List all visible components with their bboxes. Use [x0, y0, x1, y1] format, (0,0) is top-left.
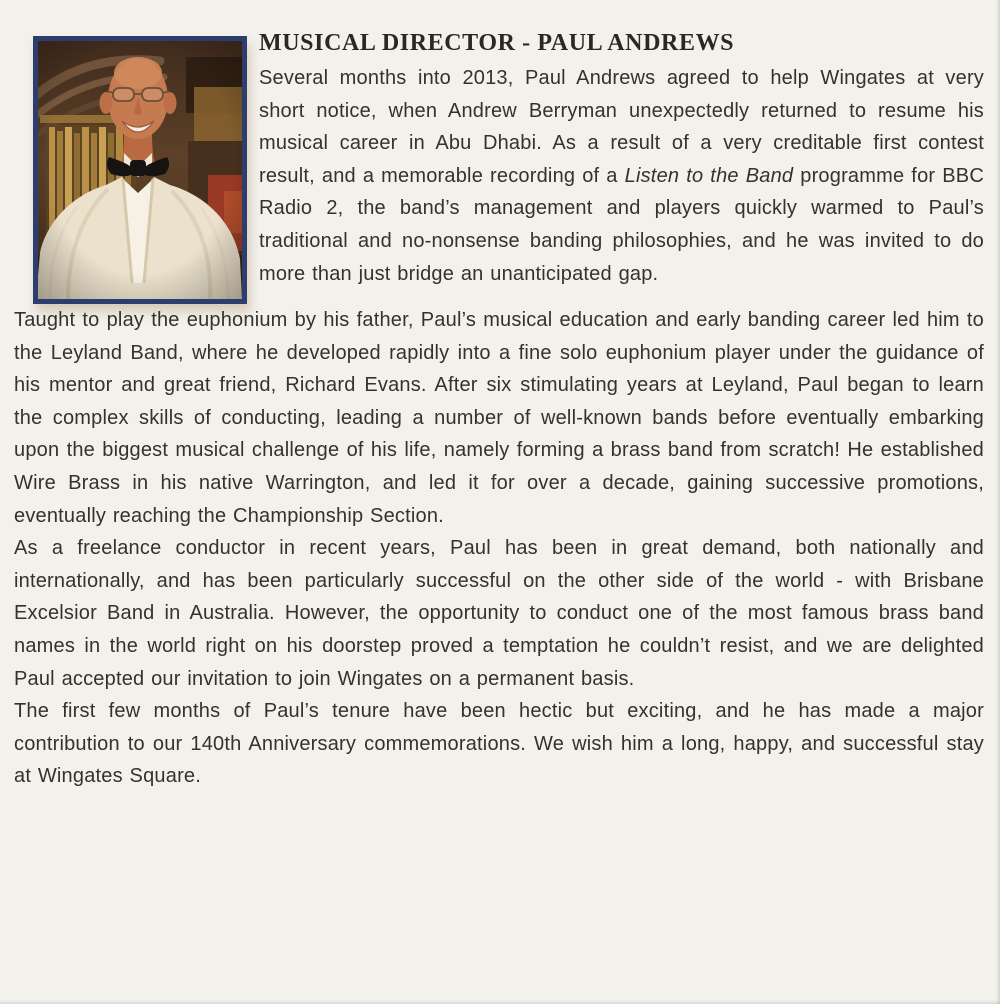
bio-paragraph-1: [259, 62, 984, 290]
programme-title-italic: Listen to the Band: [624, 164, 794, 187]
portrait-photo-frame: [33, 36, 247, 304]
page-title: MUSICAL DIRECTOR - PAUL ANDREWS: [259, 30, 735, 56]
bio-paragraph-1-start: Several months into 2013, Paul Andrews agreed to help Wingates at very short notice, when Andrew Berryman unexpectedly returned to resume his musical career in Abu Dhabi. As a result of a very creditable first contest result, and a memorable recording of a: [259, 67, 984, 187]
bio-paragraph-1-end: programme for BBC Radio 2, the band’s management and players quickly warmed to Paul’s traditional and no-nonsense banding philosophies, and he was invited to do more than just bridge an unanticipated gap.: [259, 164, 984, 285]
top-section: [14, 26, 984, 304]
bio-paragraph-4: The first few months of Paul’s tenure have been hectic but exciting, and he has made a major contribution to our 140th Anniversary commemorations. We wish him a long, happy, and successful stay at Wingates Square.: [14, 700, 984, 788]
intro-column: [259, 26, 984, 290]
bio-paragraph-2: Taught to play the euphonium by his father, Paul’s musical education and early banding career led him to the Leyland Band, where he developed rapidly into a fine solo euphonium player under the guidance of his mentor and great friend, Richard Evans. After six stimulating years at Leyland, Paul began to learn the complex skills of conducting, leading a number of well-known bands before eventually embarking upon the biggest musical challenge of his life, namely forming a brass band from scratch! He established Wire Brass in his native Warrington, and led it for over a decade, gaining successive promotions, eventually reaching the Championship Section.: [14, 309, 984, 527]
portrait-photo: [38, 41, 242, 299]
bio-paragraph-3: As a freelance conductor in recent years, Paul has been in great demand, both nationally and internationally, and has been particularly successful on the other side of the world - with Brisbane Excelsior Band in Australia. However, the opportunity to conduct one of the most famous brass band names in the world right on his doorstep proved a temptation he couldn’t resist, and we are delighted Paul accepted our invitation to join Wingates on a permanent basis.: [14, 537, 984, 690]
